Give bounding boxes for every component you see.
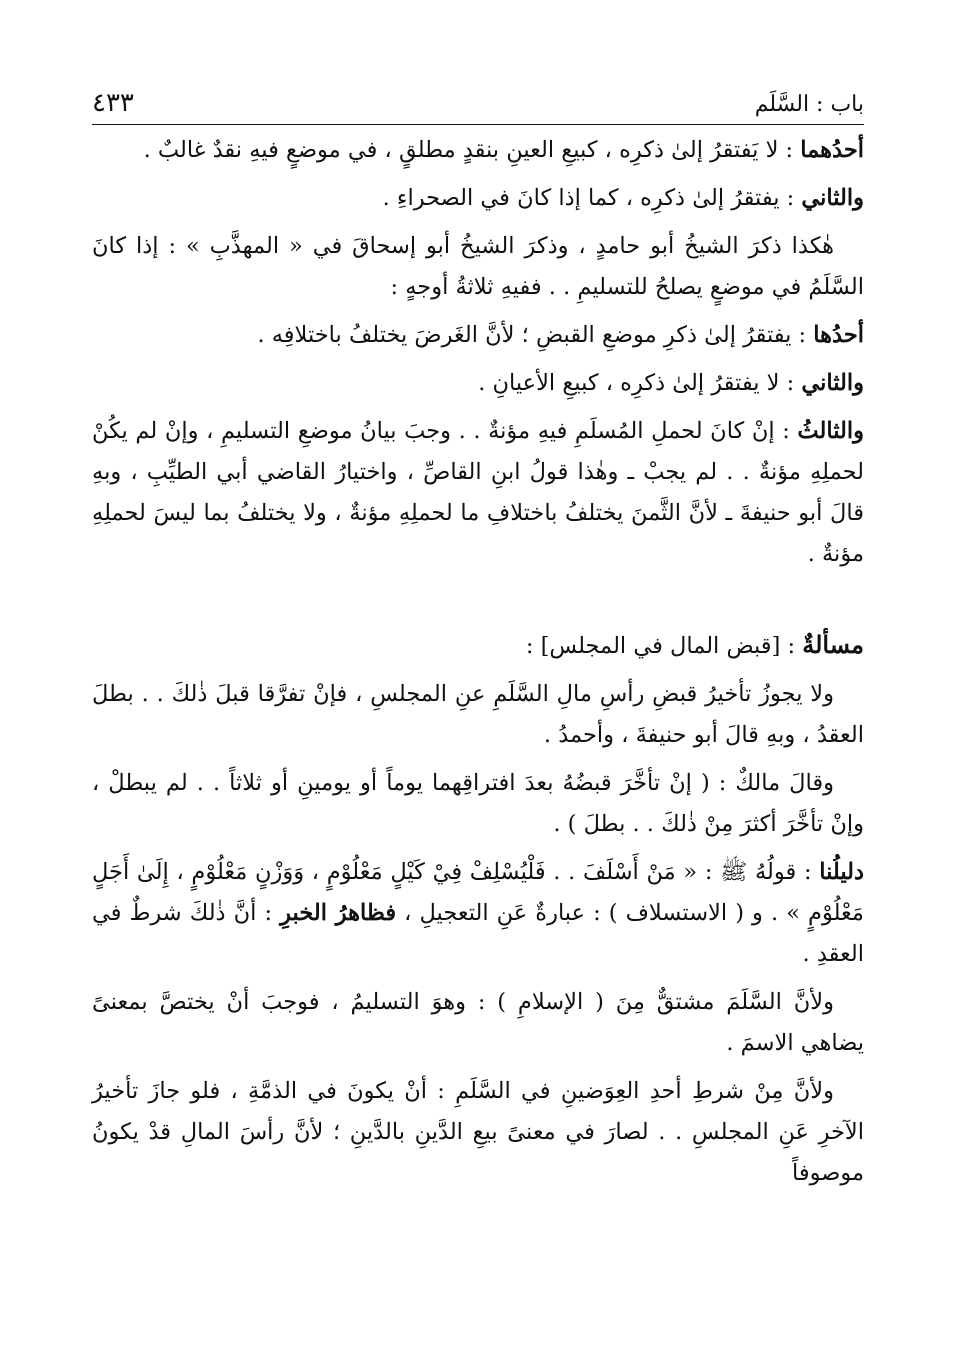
chapter-title: باب : السَّلَم xyxy=(754,92,864,117)
paragraph-text: : لا يفتقرُ إلىٰ ذكرِه ، كبيعِ الأعيانِ . xyxy=(478,370,802,396)
paragraph-lead: أحدُها xyxy=(813,322,864,348)
paragraph-text: هٰكذا ذكرَ الشيخُ أبو حامدٍ ، وذكرَ الشيخُ أبو إسحاقَ في « المهذَّبِ » : إذا كانَ السَّلَمُ في موضعٍ يصلحُ للتسليمِ . . ففيهِ ثلاثةُ أوجهٍ : xyxy=(92,233,864,300)
paragraph-text: ولأنَّ السَّلَمَ مشتقٌّ مِنَ ( الإسلامِ ) : وهوَ التسليمُ ، فوجبَ أنْ يختصَّ بمعنىً يضاهي الاسمَ . xyxy=(92,989,864,1056)
paragraph-text: : يفتقرُ إلىٰ ذكرِه ، كما إذا كانَ في الصحراءِ . xyxy=(382,185,802,211)
paragraph xyxy=(92,226,864,308)
paragraph xyxy=(92,178,864,219)
masala-heading xyxy=(92,624,864,667)
paragraph-text: ولا يجوزُ تأخيرُ قبضِ رأسِ مالِ السَّلَمِ عنِ المجلسِ ، فإنْ تفرَّقا قبلَ ذٰلكَ . . بطلَ العقدُ ، وبهِ قالَ أبو حنيفةَ ، وأحمدُ . xyxy=(92,681,864,748)
paragraph-lead: والثالثُ xyxy=(797,418,864,444)
paragraph-text: وقالَ مالكٌ : ( إنْ تأخَّرَ قبضُهُ بعدَ افتراقِهما يوماً أو يومينِ أو ثلاثاً . . لم يبطلْ ، وإنْ تأخَّرَ أكثرَ مِنْ ذٰلكَ . . بطلَ ) . xyxy=(92,770,864,837)
paragraph xyxy=(92,1071,864,1194)
page-number: ٤٣٣ xyxy=(92,88,134,118)
paragraph-text: : إنْ كانَ لحملِ المُسلَمِ فيهِ مؤنةٌ . . وجبَ بيانُ موضعِ التسليمِ ، وإنْ لم يكُنْ لحملِهِ مؤنةٌ . . لم يجبْ ـ وهٰذا قولُ ابنِ القاصِّ ، واختيارُ القاضي أبي الطيِّبِ ، وبهِ قالَ أبو حنيفةَ ـ لأنَّ الثَّمنَ يختلفُ باختلافِ ما لحملِهِ مؤنةٌ ، ولا يختلفُ بما ليسَ لحملِهِ مؤنةٌ . xyxy=(92,418,864,567)
paragraph-lead-inline: فظاهرُ الخبرِ xyxy=(280,900,397,926)
paragraph xyxy=(92,852,864,975)
paragraph-text: : قولُهُ ﷺ : « مَنْ أَسْلَفَ . . فَلْيُسْلِفْ فِيْ كَيْلٍ مَعْلُوْمٍ ، وَوَزْنٍ مَعْلُوْمٍ ، إِلَىٰ أَجَلٍ مَعْلُوْمٍ » . و ( الاستسلاف ) : عبارةٌ عَنِ التعجيلِ ، xyxy=(92,859,864,926)
paragraph xyxy=(92,411,864,575)
paragraph xyxy=(92,982,864,1064)
paragraph-text: : يفتقرُ إلىٰ ذكرِ موضعِ القبضِ ؛ لأنَّ الغَرضَ يختلفُ باختلافِه . xyxy=(257,322,814,348)
paragraph xyxy=(92,363,864,404)
section-gap xyxy=(92,582,864,624)
paragraph-text: : لا يَفتقرُ إلىٰ ذكرِه ، كبيعِ العينِ بنقدٍ مطلقٍ ، في موضعٍ فيهِ نقدٌ غالبٌ . xyxy=(143,137,801,163)
paragraph-lead: والثاني xyxy=(801,370,864,396)
paragraph-text: ولأنَّ مِنْ شرطِ أحدِ العِوَضينِ في السَّلَمِ : أنْ يكونَ في الذمَّةِ ، فلو جازَ تأخيرُ الآخرِ عَنِ المجلسِ . . لصارَ في معنىً بيعِ الدَّينِ بالدَّينِ ؛ لأنَّ رأسَ المالِ قدْ يكونُ موصوفاً xyxy=(92,1078,864,1186)
paragraph xyxy=(92,674,864,756)
paragraph xyxy=(92,315,864,356)
paragraph-lead: والثاني xyxy=(801,185,864,211)
masala-title: : [قبض المال في المجلس] : xyxy=(525,633,803,659)
page-header xyxy=(92,86,864,125)
paragraph-text: : أنَّ ذٰلكَ شرطٌ في العقدِ . xyxy=(92,900,864,967)
paragraph xyxy=(92,763,864,845)
masala-label: مسألةٌ xyxy=(802,630,864,659)
book-page xyxy=(92,86,864,1201)
paragraph-lead: أحدُهما xyxy=(800,137,864,163)
paragraph-lead: دليلُنا xyxy=(819,859,864,885)
page-body xyxy=(92,130,864,1194)
paragraph xyxy=(92,130,864,171)
